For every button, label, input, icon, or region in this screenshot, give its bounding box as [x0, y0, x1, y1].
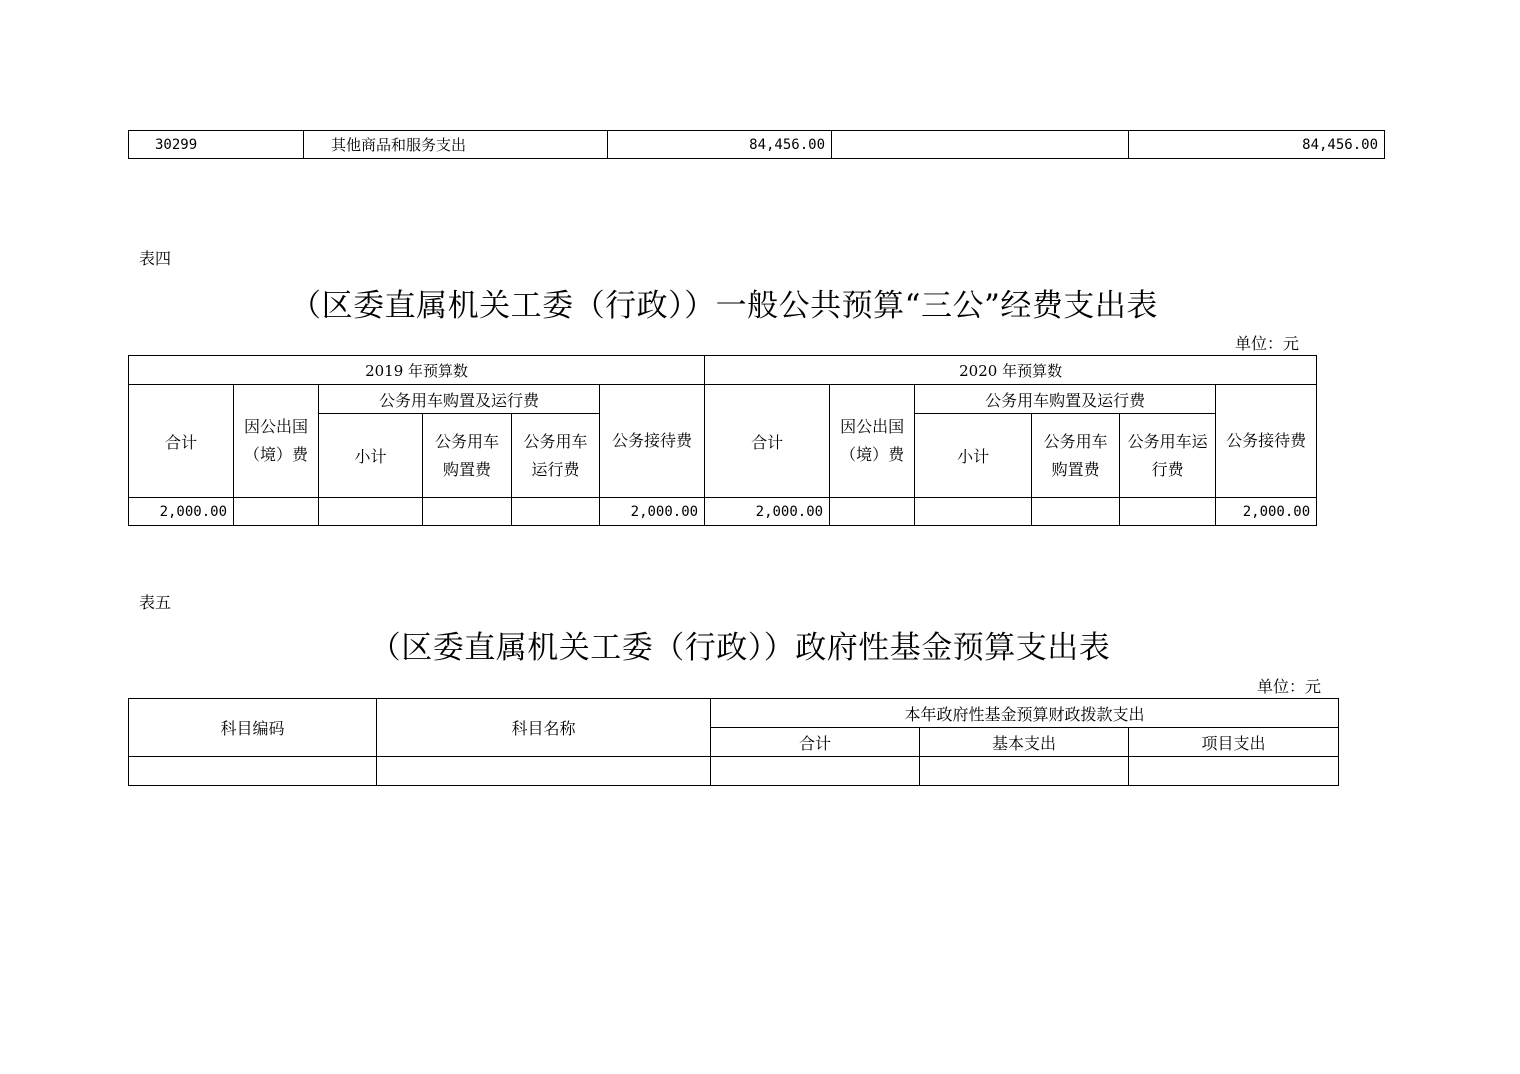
car-operation-2020 [1120, 498, 1216, 526]
car-operation-header-2019: 公务用车运行费 [512, 414, 600, 498]
reception-2020: 2,000.00 [1216, 498, 1317, 526]
subtotal-2019 [319, 498, 423, 526]
abroad-2019 [234, 498, 319, 526]
car-purchase-2020 [1032, 498, 1120, 526]
fund-project-header: 项目支出 [1129, 728, 1339, 757]
table4-label: 表四 [139, 249, 172, 268]
subtotal-header-2019: 小计 [319, 414, 423, 498]
subject-name: 其他商品和服务支出 [304, 131, 608, 159]
car-group-header-2019: 公务用车购置及运行费 [319, 385, 600, 414]
car-purchase-header-2020: 公务用车购置费 [1032, 414, 1120, 498]
table4-title: （区委直属机关工委（行政））一般公共预算“三公”经费支出表 [290, 288, 1158, 324]
empty-cell [129, 757, 377, 786]
empty-cell [1129, 757, 1339, 786]
amount-total: 84,456.00 [608, 131, 832, 159]
total-header-2019: 合计 [129, 385, 234, 498]
table5-title: （区委直属机关工委（行政））政府性基金预算支出表 [369, 630, 1111, 666]
fund-group-header: 本年政府性基金预算财政拨款支出 [711, 699, 1339, 728]
fund-total-header: 合计 [711, 728, 920, 757]
fund-basic-header: 基本支出 [920, 728, 1129, 757]
car-operation-header-2020: 公务用车运行费 [1120, 414, 1216, 498]
total-header-2020: 合计 [705, 385, 830, 498]
subtotal-header-2020: 小计 [915, 414, 1032, 498]
amount-middle [832, 131, 1129, 159]
car-operation-2019 [512, 498, 600, 526]
abroad-header-2020: 因公出国（境）费 [830, 385, 915, 498]
empty-cell [711, 757, 920, 786]
reception-2019: 2,000.00 [600, 498, 705, 526]
table5-label: 表五 [139, 593, 172, 612]
government-fund-table [128, 698, 1339, 786]
table5-unit: 单位：元 [1257, 677, 1322, 696]
car-purchase-2019 [423, 498, 512, 526]
subject-code: 30299 [129, 131, 304, 159]
empty-cell [377, 757, 711, 786]
subtotal-2020 [915, 498, 1032, 526]
total-2019: 2,000.00 [129, 498, 234, 526]
three-public-expenses-table [128, 355, 1317, 526]
car-group-header-2020: 公务用车购置及运行费 [915, 385, 1216, 414]
total-2020: 2,000.00 [705, 498, 830, 526]
year-2019-header: 2019 年预算数 [129, 356, 705, 385]
subject-code-header: 科目编码 [129, 699, 377, 757]
subject-name-header: 科目名称 [377, 699, 711, 757]
abroad-header-2019: 因公出国（境）费 [234, 385, 319, 498]
year-2020-header: 2020 年预算数 [705, 356, 1317, 385]
empty-cell [920, 757, 1129, 786]
car-purchase-header-2019: 公务用车购置费 [423, 414, 512, 498]
amount-project: 84,456.00 [1129, 131, 1385, 159]
continuation-table [128, 130, 1385, 159]
table4-unit: 单位：元 [1235, 334, 1300, 353]
reception-header-2020: 公务接待费 [1216, 385, 1317, 498]
abroad-2020 [830, 498, 915, 526]
reception-header-2019: 公务接待费 [600, 385, 705, 498]
